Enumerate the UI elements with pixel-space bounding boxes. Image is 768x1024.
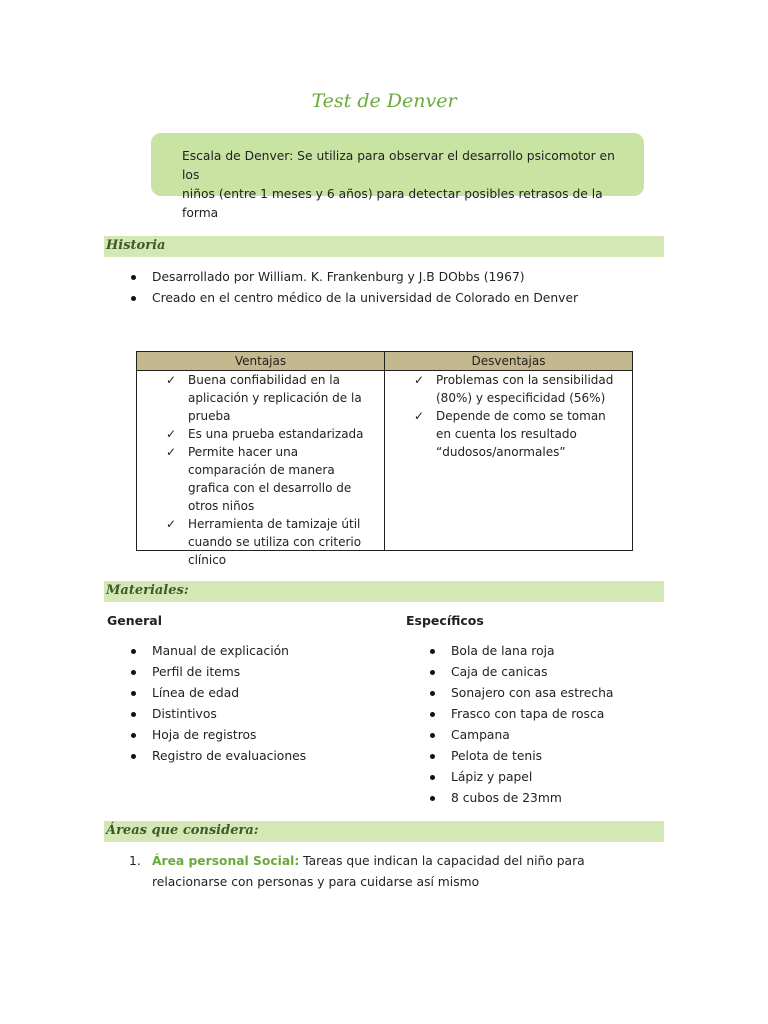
definition-callout bbox=[151, 133, 644, 220]
table-divider bbox=[384, 352, 385, 550]
historia-list bbox=[105, 267, 578, 309]
desventaja-text: Depende de como se toman en cuenta los resultado “dudosos/anormales” bbox=[436, 409, 606, 459]
pros-cons-table bbox=[136, 351, 633, 567]
area-label: Área personal Social: bbox=[152, 854, 300, 868]
desventajas-list bbox=[414, 371, 624, 461]
section-historia-heading: Historia bbox=[106, 238, 166, 253]
list-item bbox=[414, 407, 624, 461]
list-item: Campana bbox=[404, 725, 613, 746]
general-heading: General bbox=[107, 613, 162, 628]
ventaja-text: Es una prueba estandarizada bbox=[188, 427, 364, 441]
list-item: Frasco con tapa de rosca bbox=[404, 704, 613, 725]
list-item bbox=[166, 425, 376, 443]
section-historia bbox=[104, 236, 664, 257]
list-item: Línea de edad bbox=[105, 683, 306, 704]
item-number: 1. bbox=[129, 854, 141, 868]
list-item: Perfil de items bbox=[105, 662, 306, 683]
checkmark-icon: ✓ bbox=[414, 373, 425, 387]
general-list bbox=[105, 641, 306, 767]
section-materiales bbox=[104, 581, 664, 602]
list-item: Bola de lana roja bbox=[404, 641, 613, 662]
checkmark-icon: ✓ bbox=[166, 373, 177, 387]
section-materiales-heading: Materiales: bbox=[106, 583, 189, 598]
checkmark-icon: ✓ bbox=[414, 409, 425, 423]
checkmark-icon: ✓ bbox=[166, 445, 177, 459]
desventaja-text: Problemas con la sensibilidad (80%) y especificidad (56%) bbox=[436, 373, 614, 405]
table-header-desventajas: Desventajas bbox=[471, 354, 546, 368]
ventaja-text: Herramienta de tamizaje útil cuando se utiliza con criterio clínico bbox=[188, 517, 362, 567]
area-description: Tareas que indican la capacidad del niño para relacionarse con personas y para cuidarse así mismo bbox=[152, 854, 585, 889]
list-item: Caja de canicas bbox=[404, 662, 613, 683]
ventaja-text: Permite hacer una comparación de manera grafica con el desarrollo de otros niños bbox=[188, 445, 352, 513]
areas-list-item bbox=[129, 851, 659, 893]
section-areas-heading: Áreas que considera: bbox=[106, 823, 259, 838]
callout-line-1: Escala de Denver: Se utiliza para observar el desarrollo psicomotor en los bbox=[182, 149, 615, 182]
checkmark-icon: ✓ bbox=[166, 427, 177, 441]
checkmark-icon: ✓ bbox=[166, 517, 177, 531]
ventaja-text: Buena confiabilidad en la aplicación y replicación de la prueba bbox=[188, 373, 362, 423]
list-item: Pelota de tenis bbox=[404, 746, 613, 767]
item-body bbox=[152, 851, 659, 893]
section-areas bbox=[104, 821, 664, 842]
list-item: Registro de evaluaciones bbox=[105, 746, 306, 767]
list-item: Manual de explicación bbox=[105, 641, 306, 662]
list-item: Lápiz y papel bbox=[404, 767, 613, 788]
list-item: Desarrollado por William. K. Frankenburg y J.B DObbs (1967) bbox=[105, 267, 578, 288]
list-item: 8 cubos de 23mm bbox=[404, 788, 613, 809]
ventajas-list bbox=[166, 371, 376, 569]
especificos-list bbox=[404, 641, 613, 809]
list-item: Creado en el centro médico de la universidad de Colorado en Denver bbox=[105, 288, 578, 309]
list-item: Distintivos bbox=[105, 704, 306, 725]
callout-line-2: niños (entre 1 meses y 6 años) para detectar posibles retrasos de la forma bbox=[182, 187, 603, 220]
page-title: Test de Denver bbox=[311, 90, 457, 112]
list-item bbox=[414, 371, 624, 407]
list-item: Hoja de registros bbox=[105, 725, 306, 746]
list-item bbox=[166, 371, 376, 425]
list-item bbox=[166, 515, 376, 569]
especificos-heading: Específicos bbox=[406, 613, 484, 628]
list-item: Sonajero con asa estrecha bbox=[404, 683, 613, 704]
list-item bbox=[166, 443, 376, 515]
table-header-ventajas: Ventajas bbox=[234, 354, 287, 368]
